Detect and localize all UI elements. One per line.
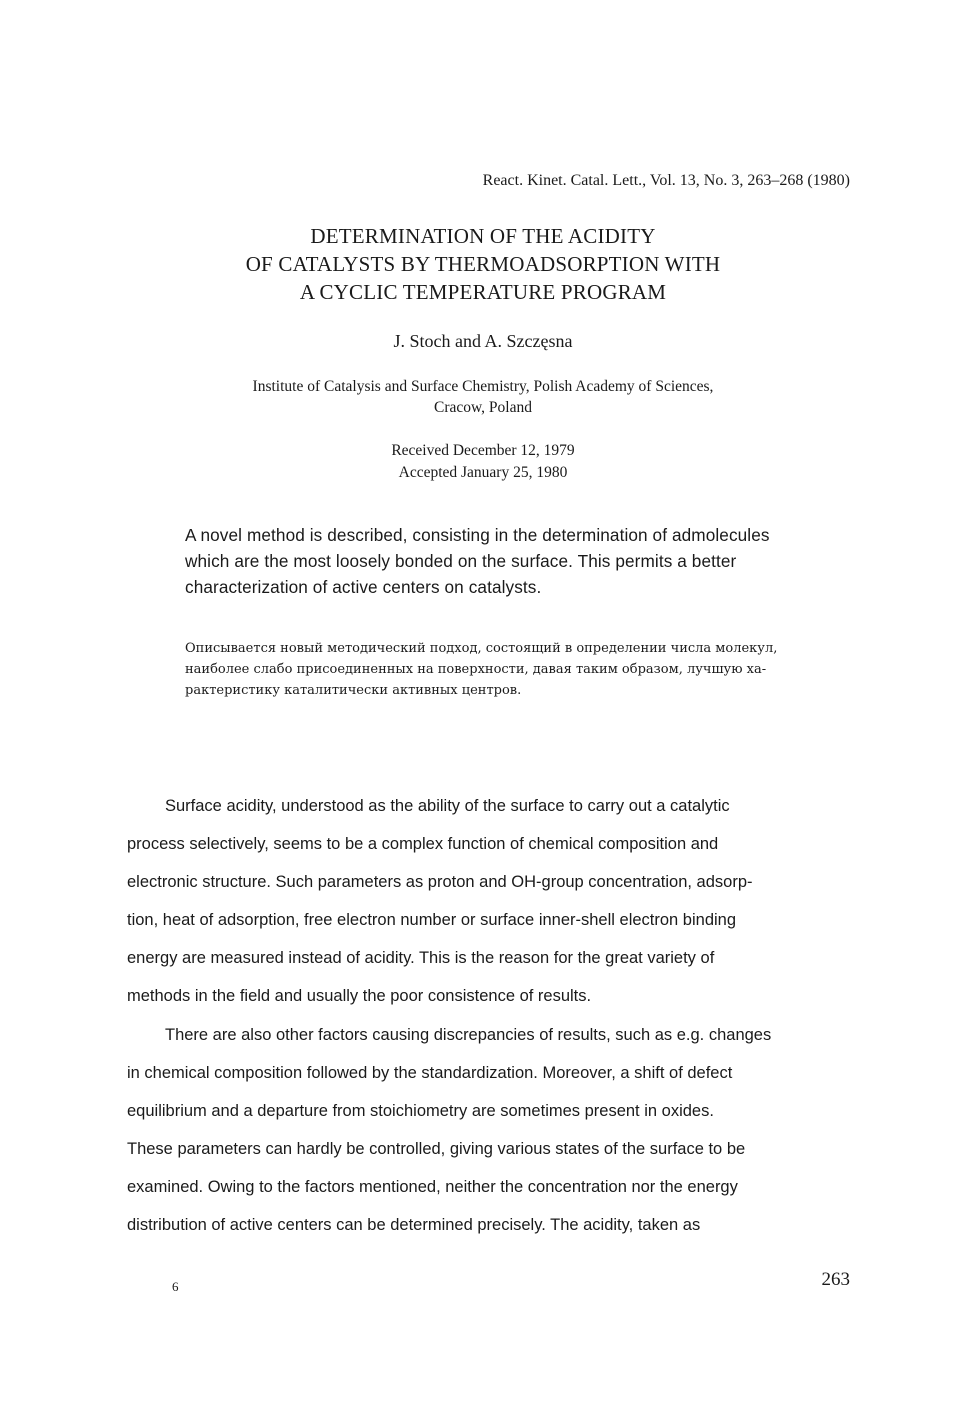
publication-dates (0, 440, 966, 484)
body-line: These parameters can hardly be controlled, giving various states of the surface to be (127, 1140, 746, 1158)
abstract-russian (185, 638, 865, 701)
body-line: equilibrium and a departure from stoichiometry are sometimes present in oxides. (127, 1102, 714, 1120)
body-paragraph-1 (127, 787, 887, 1015)
abstract-line: наиболее слабо присоединенных на поверхности, давая таким образом, лучшую ха- (185, 662, 767, 677)
body-line: energy are measured instead of acidity. This is the reason for the great variety of (127, 949, 715, 967)
abstract-line: which are the most loosely bonded on the surface. This permits a better (185, 551, 737, 571)
title-line: OF CATALYSTS BY THERMOADSORPTION WITH (245, 252, 721, 276)
accepted-date: Accepted January 25, 1980 (398, 464, 568, 481)
abstract-line: рактеристику каталитически активных центров. (185, 683, 522, 698)
affiliation-line: Institute of Catalysis and Surface Chemistry, Polish Academy of Sciences, (252, 378, 714, 395)
body-line: in chemical composition followed by the standardization. Moreover, a shift of defect (127, 1064, 733, 1082)
body-line: Surface acidity, understood as the ability of the surface to carry out a catalytic (165, 797, 730, 815)
body-line: electronic structure. Such parameters as proton and OH-group concentration, adsorp- (127, 873, 753, 891)
signature-mark: 6 (172, 1279, 179, 1294)
body-line: methods in the field and usually the poor consistence of results. (127, 987, 592, 1005)
paper-title (0, 222, 966, 306)
title-line: DETERMINATION OF THE ACIDITY (310, 224, 656, 248)
affiliation-line: Cracow, Poland (433, 399, 532, 416)
body-paragraph-2 (127, 1016, 887, 1244)
body-line: distribution of active centers can be determined precisely. The acidity, taken as (127, 1216, 701, 1234)
abstract-line: A novel method is described, consisting in the determination of admolecules (185, 525, 770, 545)
journal-citation: React. Kinet. Catal. Lett., Vol. 13, No. 3, 263–268 (1980) (482, 172, 850, 189)
affiliation (0, 376, 966, 418)
body-line: process selectively, seems to be a complex function of chemical composition and (127, 835, 719, 853)
title-line: A CYCLIC TEMPERATURE PROGRAM (299, 280, 667, 304)
body-line: examined. Owing to the factors mentioned, neither the concentration nor the energy (127, 1178, 738, 1196)
authors: J. Stoch and A. Szczęsna (393, 331, 573, 351)
body-line: tion, heat of adsorption, free electron number or surface inner-shell electron binding (127, 911, 737, 929)
body-line: There are also other factors causing discrepancies of results, such as e.g. changes (165, 1026, 772, 1044)
abstract-line: characterization of active centers on catalysts. (185, 577, 542, 597)
abstract-english (185, 522, 865, 600)
page-number: 263 (821, 1269, 850, 1290)
received-date: Received December 12, 1979 (391, 442, 575, 459)
abstract-line: Описывается новый методический подход, состоящий в определении числа молекул, (185, 641, 778, 656)
